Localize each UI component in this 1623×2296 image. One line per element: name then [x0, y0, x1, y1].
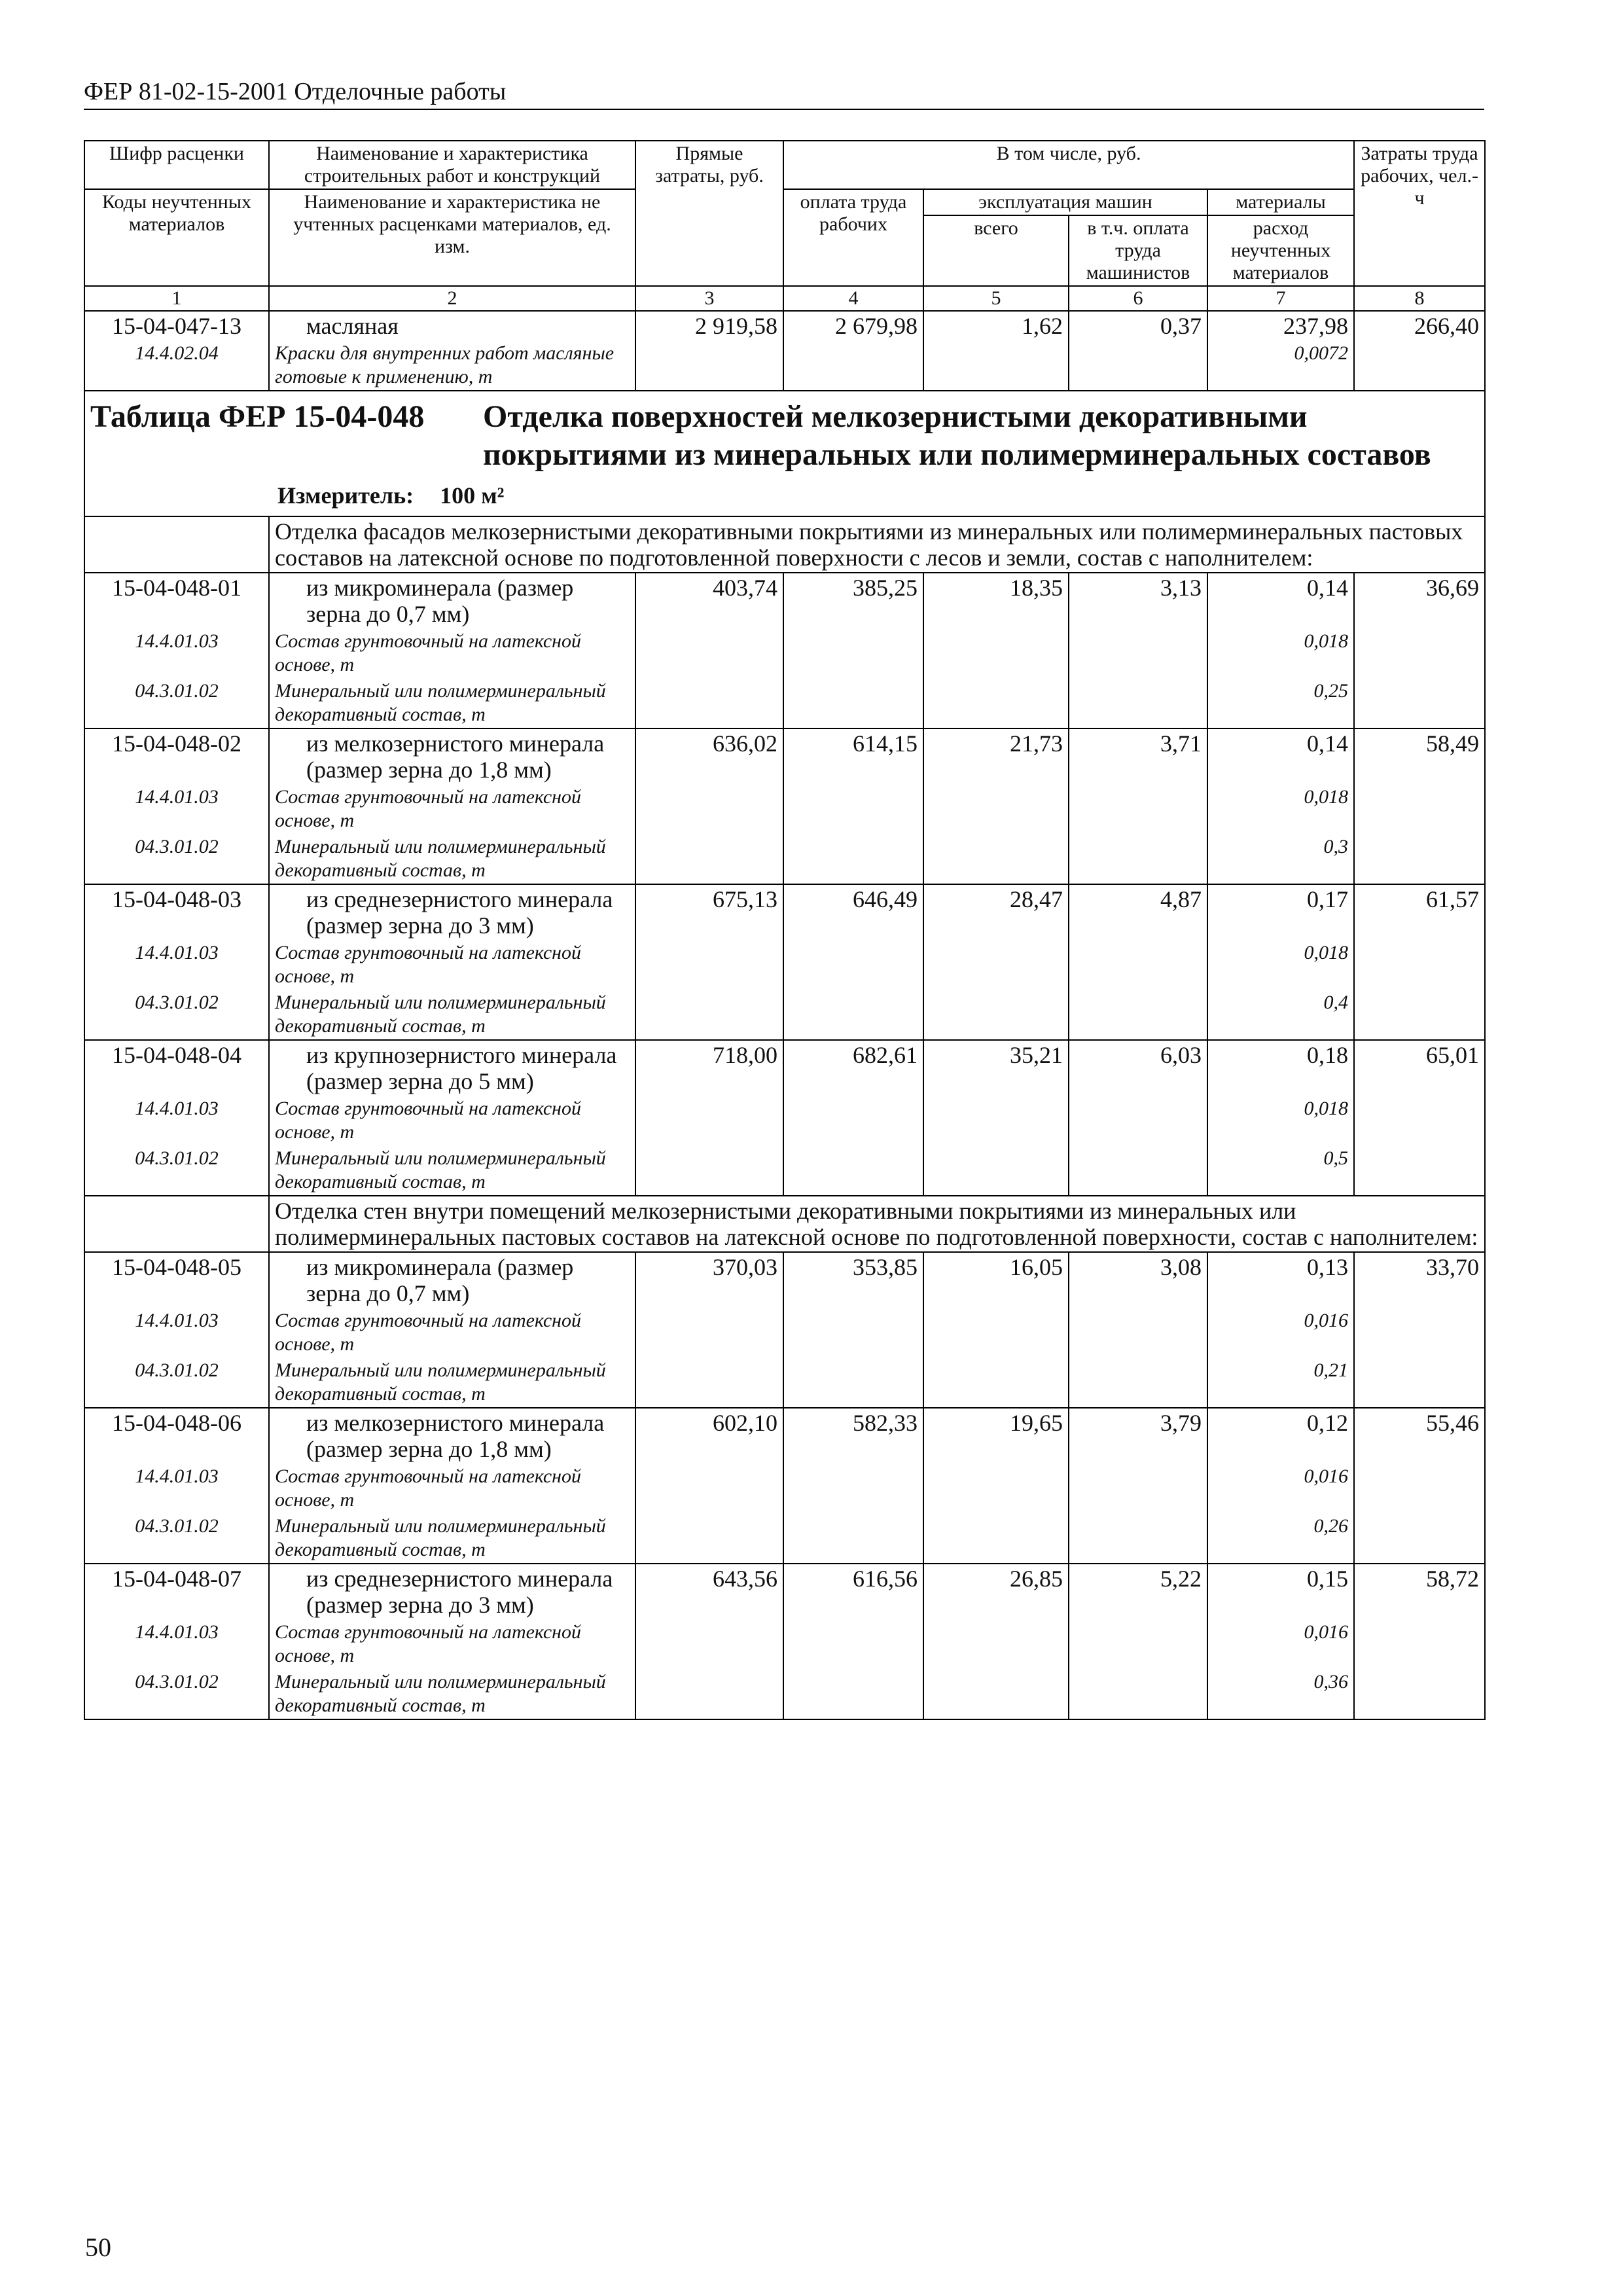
rate-code: 15-04-048-06 [84, 1408, 269, 1463]
material-code: 14.4.01.03 [84, 1308, 269, 1357]
machines-total: 1,62 [923, 311, 1069, 391]
rate-code: 15-04-048-03 [84, 884, 269, 940]
material-code: 14.4.01.03 [84, 628, 269, 678]
machinist-pay: 3,08 [1069, 1252, 1207, 1408]
machinist-pay: 4,87 [1069, 884, 1207, 1040]
labor-pay: 616,56 [783, 1564, 923, 1719]
table-title: Отделка поверхностей мелкозернистыми декоративными покрытиями из минеральных или полимерминеральных составов [483, 399, 1431, 472]
material-code: 14.4.01.03 [84, 1463, 269, 1513]
table-title-row [84, 391, 1485, 516]
material-name: Состав грунтовочный на латексной основе, т [269, 1463, 635, 1513]
material-qty: 0,5 [1207, 1145, 1354, 1196]
rate-row [84, 884, 1485, 940]
materials-cost: 0,14 [1207, 728, 1354, 784]
material-qty: 0,3 [1207, 834, 1354, 884]
header-mat-name: Наименование и характеристика не учтенных расценками материалов, ед. изм. [269, 189, 635, 286]
rate-row [84, 1040, 1485, 1096]
material-qty: 0,016 [1207, 1463, 1354, 1513]
rate-code: 15-04-048-02 [84, 728, 269, 784]
header-name: Наименование и характеристика строительных работ и конструкций [269, 141, 635, 189]
material-qty: 0,4 [1207, 990, 1354, 1040]
column-number: 1 [84, 286, 269, 311]
material-qty: 0,018 [1207, 784, 1354, 834]
material-code: 04.3.01.02 [84, 1669, 269, 1719]
machinist-pay: 0,37 [1069, 311, 1207, 391]
header-labor-costs: Затраты труда рабочих, чел.-ч [1354, 141, 1485, 286]
machinist-pay: 6,03 [1069, 1040, 1207, 1196]
rate-name: из среднезернистого минерала (размер зерна до 3 мм) [269, 1564, 635, 1619]
running-header: ФЕР 81-02-15-2001 Отделочные работы [84, 78, 507, 105]
header-mat-codes: Коды неучтенных материалов [84, 189, 269, 286]
column-number: 4 [783, 286, 923, 311]
rate-code: 15-04-048-05 [84, 1252, 269, 1308]
machines-total: 21,73 [923, 728, 1069, 884]
machines-total: 26,85 [923, 1564, 1069, 1719]
material-qty: 0,0072 [1207, 340, 1354, 391]
labor-hours: 33,70 [1354, 1252, 1485, 1408]
material-name: Минеральный или полимерминеральный декоративный состав, т [269, 678, 635, 728]
direct-costs: 718,00 [635, 1040, 783, 1196]
material-qty: 0,26 [1207, 1513, 1354, 1564]
rate-name: из среднезернистого минерала (размер зерна до 3 мм) [269, 884, 635, 940]
material-qty: 0,018 [1207, 1096, 1354, 1145]
material-code: 04.3.01.02 [84, 1357, 269, 1408]
material-name: Состав грунтовочный на латексной основе, т [269, 1308, 635, 1357]
material-name: Минеральный или полимерминеральный декоративный состав, т [269, 834, 635, 884]
rate-code: 15-04-048-01 [84, 573, 269, 628]
direct-costs: 643,56 [635, 1564, 783, 1719]
material-name: Минеральный или полимерминеральный декоративный состав, т [269, 1669, 635, 1719]
material-code: 04.3.01.02 [84, 834, 269, 884]
direct-costs: 2 919,58 [635, 311, 783, 391]
material-qty: 0,016 [1207, 1619, 1354, 1669]
labor-hours: 55,46 [1354, 1408, 1485, 1564]
materials-cost: 0,14 [1207, 573, 1354, 628]
measure-value: 100 м² [440, 482, 505, 509]
header-including: В том числе, руб. [783, 141, 1354, 189]
column-number: 8 [1354, 286, 1485, 311]
material-name: Состав грунтовочный на латексной основе, т [269, 940, 635, 990]
labor-hours: 58,49 [1354, 728, 1485, 884]
rate-row [84, 1408, 1485, 1463]
labor-hours: 36,69 [1354, 573, 1485, 728]
labor-pay: 2 679,98 [783, 311, 923, 391]
header-total: всего [923, 215, 1069, 286]
materials-cost: 237,98 [1207, 311, 1354, 340]
machines-total: 35,21 [923, 1040, 1069, 1196]
rates-table [84, 140, 1486, 1720]
rate-row [84, 311, 1485, 340]
rate-name: из микроминерала (размер зерна до 0,7 мм) [269, 1252, 635, 1308]
rate-row [84, 1564, 1485, 1619]
machinist-pay: 3,13 [1069, 573, 1207, 728]
direct-costs: 403,74 [635, 573, 783, 728]
header-code: Шифр расценки [84, 141, 269, 189]
measure-label: Измеритель: [277, 482, 414, 509]
direct-costs: 602,10 [635, 1408, 783, 1564]
section-code-blank [84, 1196, 269, 1252]
direct-costs: 370,03 [635, 1252, 783, 1408]
material-code: 14.4.01.03 [84, 940, 269, 990]
rate-row [84, 1252, 1485, 1308]
table-title-cell [84, 391, 1485, 516]
rate-name: из крупнозернистого минерала (размер зерна до 5 мм) [269, 1040, 635, 1096]
rate-name: из микроминерала (размер зерна до 0,7 мм) [269, 573, 635, 628]
section-code-blank [84, 516, 269, 573]
machines-total: 28,47 [923, 884, 1069, 1040]
materials-cost: 0,17 [1207, 884, 1354, 940]
header-row-2 [84, 189, 1485, 215]
materials-cost: 0,13 [1207, 1252, 1354, 1308]
material-code: 14.4.01.03 [84, 1096, 269, 1145]
measure-line [90, 476, 1479, 514]
machinist-pay: 5,22 [1069, 1564, 1207, 1719]
machines-total: 16,05 [923, 1252, 1069, 1408]
header-materials: материалы [1207, 189, 1354, 215]
material-name: Минеральный или полимерминеральный декоративный состав, т [269, 990, 635, 1040]
rate-code: 15-04-048-07 [84, 1564, 269, 1619]
rate-row [84, 573, 1485, 628]
column-number: 5 [923, 286, 1069, 311]
rate-code: 15-04-047-13 [84, 311, 269, 340]
labor-hours: 61,57 [1354, 884, 1485, 1040]
material-code: 04.3.01.02 [84, 1513, 269, 1564]
material-qty: 0,25 [1207, 678, 1354, 728]
machinist-pay: 3,79 [1069, 1408, 1207, 1564]
rate-code: 15-04-048-04 [84, 1040, 269, 1096]
section-row [84, 516, 1485, 573]
header-row-1 [84, 141, 1485, 189]
materials-cost: 0,12 [1207, 1408, 1354, 1463]
materials-cost: 0,18 [1207, 1040, 1354, 1096]
column-number: 3 [635, 286, 783, 311]
material-code: 04.3.01.02 [84, 1145, 269, 1196]
column-number: 6 [1069, 286, 1207, 311]
column-number: 2 [269, 286, 635, 311]
header-unaccounted-use: расход неучтенных материалов [1207, 215, 1354, 286]
material-code: 04.3.01.02 [84, 990, 269, 1040]
labor-pay: 646,49 [783, 884, 923, 1040]
labor-hours: 58,72 [1354, 1564, 1485, 1719]
material-name: Состав грунтовочный на латексной основе, т [269, 1619, 635, 1669]
material-qty: 0,018 [1207, 940, 1354, 990]
rate-name: из мелкозернистого минерала (размер зерна до 1,8 мм) [269, 728, 635, 784]
page-number: 50 [85, 2233, 111, 2262]
section-description: Отделка фасадов мелкозернистыми декоративными покрытиями из минеральных или полимерминеральных пастовых составов на латексной основе по подготовленной поверхности с лесов и земли, состав с наполнителем: [269, 516, 1485, 573]
material-code: 14.4.01.03 [84, 1619, 269, 1669]
header-direct-costs: Прямые затраты, руб. [635, 141, 783, 286]
material-name: Состав грунтовочный на латексной основе, т [269, 1096, 635, 1145]
column-number: 7 [1207, 286, 1354, 311]
labor-pay: 582,33 [783, 1408, 923, 1564]
column-numbers-row [84, 286, 1485, 311]
material-name: Минеральный или полимерминеральный декоративный состав, т [269, 1513, 635, 1564]
materials-cost: 0,15 [1207, 1564, 1354, 1619]
section-row [84, 1196, 1485, 1252]
machines-total: 18,35 [923, 573, 1069, 728]
rates-table-body [84, 141, 1485, 1719]
labor-pay: 614,15 [783, 728, 923, 884]
machinist-pay: 3,71 [1069, 728, 1207, 884]
labor-hours: 266,40 [1354, 311, 1485, 391]
rate-name: масляная [269, 311, 635, 340]
labor-pay: 385,25 [783, 573, 923, 728]
material-name: Краски для внутренних работ масляные готовые к применению, т [269, 340, 635, 391]
labor-hours: 65,01 [1354, 1040, 1485, 1196]
material-qty: 0,21 [1207, 1357, 1354, 1408]
material-code: 04.3.01.02 [84, 678, 269, 728]
direct-costs: 636,02 [635, 728, 783, 884]
material-qty: 0,016 [1207, 1308, 1354, 1357]
labor-pay: 353,85 [783, 1252, 923, 1408]
header-rule [84, 109, 1484, 110]
material-qty: 0,36 [1207, 1669, 1354, 1719]
material-qty: 0,018 [1207, 628, 1354, 678]
table-code: Таблица ФЕР 15-04-048 [90, 399, 425, 434]
material-code: 14.4.02.04 [84, 340, 269, 391]
machines-total: 19,65 [923, 1408, 1069, 1564]
material-code: 14.4.01.03 [84, 784, 269, 834]
header-labor-pay: оплата труда рабочих [783, 189, 923, 286]
material-name: Минеральный или полимерминеральный декоративный состав, т [269, 1357, 635, 1408]
header-machinist-pay: в т.ч. оплата труда машинистов [1069, 215, 1207, 286]
material-name: Минеральный или полимерминеральный декоративный состав, т [269, 1145, 635, 1196]
rate-name: из мелкозернистого минерала (размер зерна до 1,8 мм) [269, 1408, 635, 1463]
header-machines: эксплуатация машин [923, 189, 1207, 215]
material-name: Состав грунтовочный на латексной основе, т [269, 628, 635, 678]
section-description: Отделка стен внутри помещений мелкозернистыми декоративными покрытиями из минеральных или полимерминеральных пастовых составов на латексной основе по подготовленной поверхности, состав с наполнителем: [269, 1196, 1485, 1252]
material-name: Состав грунтовочный на латексной основе, т [269, 784, 635, 834]
labor-pay: 682,61 [783, 1040, 923, 1196]
rate-row [84, 728, 1485, 784]
direct-costs: 675,13 [635, 884, 783, 1040]
